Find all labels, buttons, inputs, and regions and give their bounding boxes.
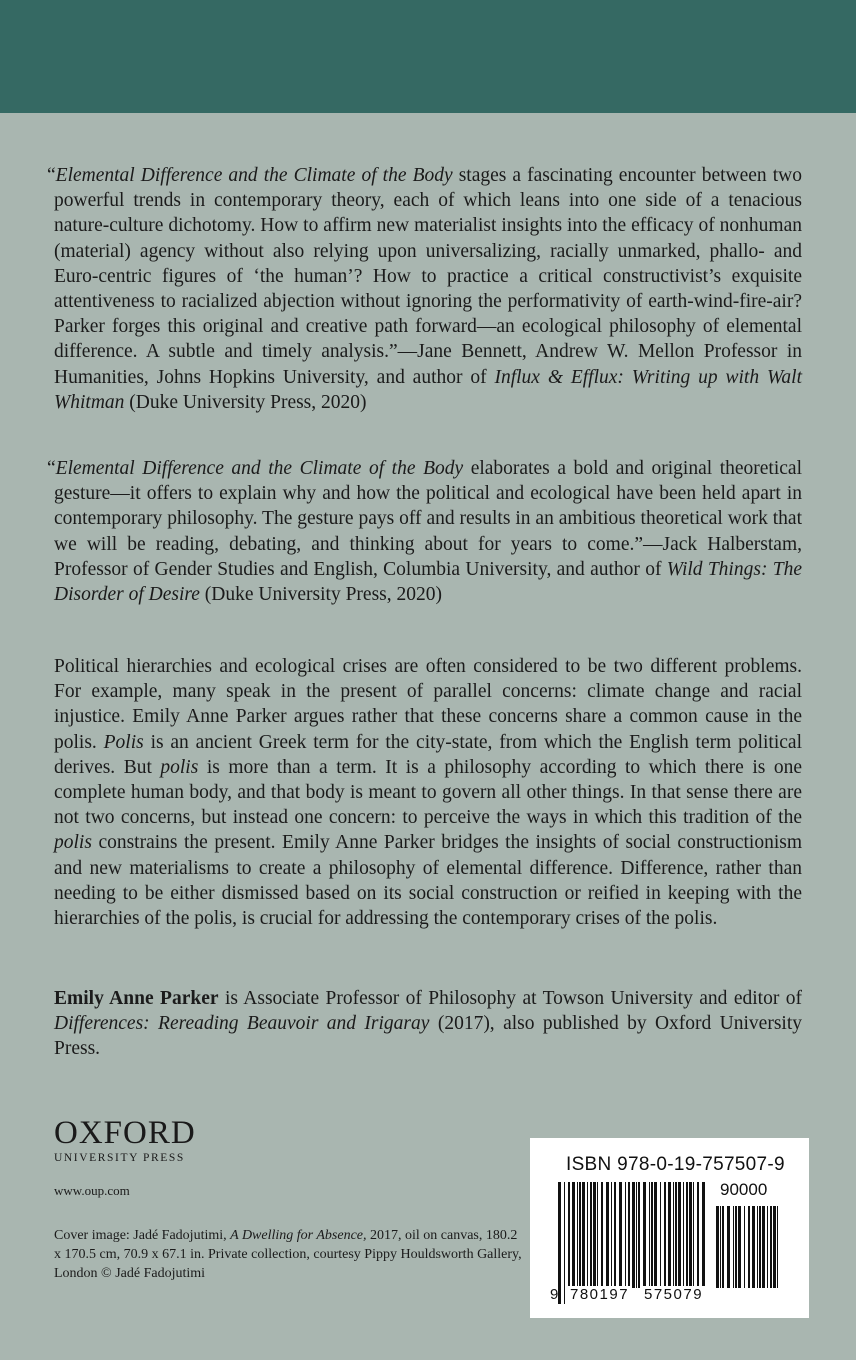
author-bio (54, 986, 802, 1062)
description-italic: Polis (103, 731, 144, 753)
book-title: Elemental Difference and the Climate of the Body (55, 458, 464, 479)
book-title: Elemental Difference and the Climate of the Body (55, 165, 453, 186)
barcode-bar (587, 1182, 588, 1288)
barcode-bar (770, 1206, 772, 1288)
isbn-barcode (530, 1138, 809, 1318)
artwork-title: A Dwelling for Absence, (230, 1228, 367, 1243)
barcode-bar (625, 1182, 626, 1288)
barcode-left-digits: 780197 (570, 1286, 630, 1303)
oxford-logo-word: OXFORD (54, 1115, 196, 1151)
description-text: is an ancient Greek term for the city-state, from which the English term political derives. But (54, 731, 802, 778)
barcode-bar (675, 1182, 677, 1288)
barcode-bar (683, 1182, 684, 1288)
barcode-bar (693, 1182, 694, 1288)
endorsement-quote-halberstam (47, 456, 802, 607)
quote-body: stages a fascinating encounter between two powerful trends in contemporary theory, each of which leans into one side of a tenacious nature-culture dichotomy. How to affirm new materialist insights into the efficacy of nonhuman (material) agency without also relying upon universalizing, racially unmarked, phallo- and Euro-centric figures of ‘the human’? How to practice a critical constructivist’s exquisite attentiveness to racialized abjection without ignoring the performativity of earth-wind-fire-air? Parker forges this original and creative path forward—an ecological philosophy of elemental difference. A subtle and timely analysis.”—Jane Bennett, Andrew W. Mellon Professor in Humanities, Johns Hopkins University, and author of (54, 165, 802, 388)
barcode-bar (601, 1182, 603, 1288)
cited-book-title: Wild Things: The Disorder of Desire (54, 558, 802, 606)
barcode-bar (614, 1182, 616, 1288)
barcode-bar (643, 1182, 646, 1288)
barcode-bar (668, 1182, 671, 1288)
book-description (54, 654, 802, 931)
open-quote-mark: “ (47, 165, 56, 186)
barcode-bar (632, 1182, 635, 1288)
barcode-bar (738, 1206, 741, 1288)
barcode-bar (716, 1206, 719, 1288)
description-text: Political hierarchies and ecological crises are often considered to be two different problems. For example, many speak in the present of parallel concerns: climate change and racial injustice. Emily Anne Parker argues rather that these concerns share a common cause in the polis. (54, 656, 802, 753)
barcode-bar (597, 1182, 598, 1288)
bio-tail: (2017), also published by Oxford University Press. (54, 1013, 802, 1060)
barcode-bar (673, 1182, 674, 1288)
barcode-bar (638, 1182, 640, 1288)
barcode-bar (757, 1206, 758, 1288)
open-quote-mark: “ (47, 458, 56, 479)
edited-book-title: Differences: Rereading Beauvoir and Irigaray (54, 1013, 430, 1035)
barcode-bar (628, 1182, 630, 1288)
cited-book-publisher: (Duke University Press, 2020) (124, 391, 367, 413)
description-text: constrains the present. Emily Anne Parker bridges the insights of social constructionism and new materialisms to create a philosophy of elemental difference. Difference, rather than needing to be either dismissed based on its social construction or reified in keeping with the hierarchies of the polis, is crucial for addressing the contemporary crises of the polis. (54, 832, 802, 930)
cited-book-publisher: (Duke University Press, 2020) (199, 584, 442, 606)
barcode-bar (744, 1206, 745, 1288)
barcode-bar (686, 1182, 688, 1288)
barcode-bar (564, 1182, 565, 1304)
barcode-bar (759, 1206, 761, 1288)
barcode-bar (752, 1206, 755, 1288)
barcode-bar (727, 1206, 730, 1288)
barcode-bar (664, 1182, 666, 1288)
barcode-bar (619, 1182, 622, 1288)
barcode-bar (720, 1206, 721, 1288)
endorsement-quote-bennett (47, 163, 802, 415)
barcode-bar (702, 1182, 705, 1288)
barcode-bar (654, 1182, 657, 1288)
cited-book-title: Influx & Efflux: Writing up with Walt Whitman (54, 366, 802, 413)
barcode-bar (579, 1182, 581, 1288)
barcode-bar (697, 1182, 699, 1288)
barcode-bar (572, 1182, 575, 1288)
barcode-lead-digit: 9 (550, 1286, 559, 1303)
description-text: is more than a term. It is a philosophy according to which there is one complete human body, and that body is meant to govern all other things. In that sense there are not two concerns, but instead one concern: to perceive the ways in which this tradition of the (54, 756, 802, 829)
barcode-bar (606, 1182, 609, 1288)
author-name: Emily Anne Parker (54, 988, 219, 1009)
barcode-right-digits: 575079 (644, 1286, 704, 1303)
bio-text: is Associate Professor of Philosophy at Towson University and editor of (218, 988, 802, 1009)
barcode-bar (590, 1182, 592, 1288)
barcode-bar (748, 1206, 750, 1288)
barcode-bar (593, 1182, 596, 1288)
oxford-logo-subtitle: UNIVERSITY PRESS (54, 1152, 185, 1164)
barcode-bar (660, 1182, 661, 1288)
barcode-bar (577, 1182, 578, 1288)
barcode-bar (582, 1182, 585, 1288)
credit-details: 2017, oil on canvas, 180.2 x 170.5 cm, 70.9 x 67.1 in. Private collection, courtesy Pippy Houldsworth Gallery, London © Jadé Fadojutimi (54, 1228, 522, 1281)
description-italic: polis (54, 832, 92, 854)
barcode-bar (611, 1182, 612, 1288)
oxford-logo (54, 1116, 204, 1164)
barcode-bar (678, 1182, 681, 1288)
description-italic: polis (160, 756, 199, 778)
credit-prefix: Cover image: Jadé Fadojutimi, (54, 1228, 231, 1243)
barcode-bar (762, 1206, 765, 1288)
barcode-bar (733, 1206, 734, 1288)
cover-image-credit (54, 1226, 524, 1283)
isbn-number: ISBN 978-0-19-757507-9 (566, 1154, 785, 1175)
publisher-website[interactable]: www.oup.com (54, 1183, 130, 1198)
quote-body: elaborates a bold and original theoretical gesture—it offers to explain why and how the political and ecological have been held apart in contemporary philosophy. The gesture pays off and results in an ambitious theoretical work that we will be reading, debating, and thinking about for years to come.”—Jack Halberstam, Professor of Gender Studies and English, Columbia University, and author of (54, 458, 802, 580)
barcode-bar (636, 1182, 637, 1288)
barcode-bar (735, 1206, 737, 1288)
barcode-bar (722, 1206, 724, 1288)
addon-bars-icon (716, 1206, 780, 1304)
barcode-bar (773, 1206, 776, 1288)
barcode-bar (777, 1206, 778, 1288)
cover-top-band (0, 0, 856, 113)
barcode-bar (568, 1182, 570, 1288)
price-addon-code: 90000 (720, 1180, 768, 1199)
barcode-bar (689, 1182, 692, 1288)
barcode-bar (767, 1206, 768, 1288)
